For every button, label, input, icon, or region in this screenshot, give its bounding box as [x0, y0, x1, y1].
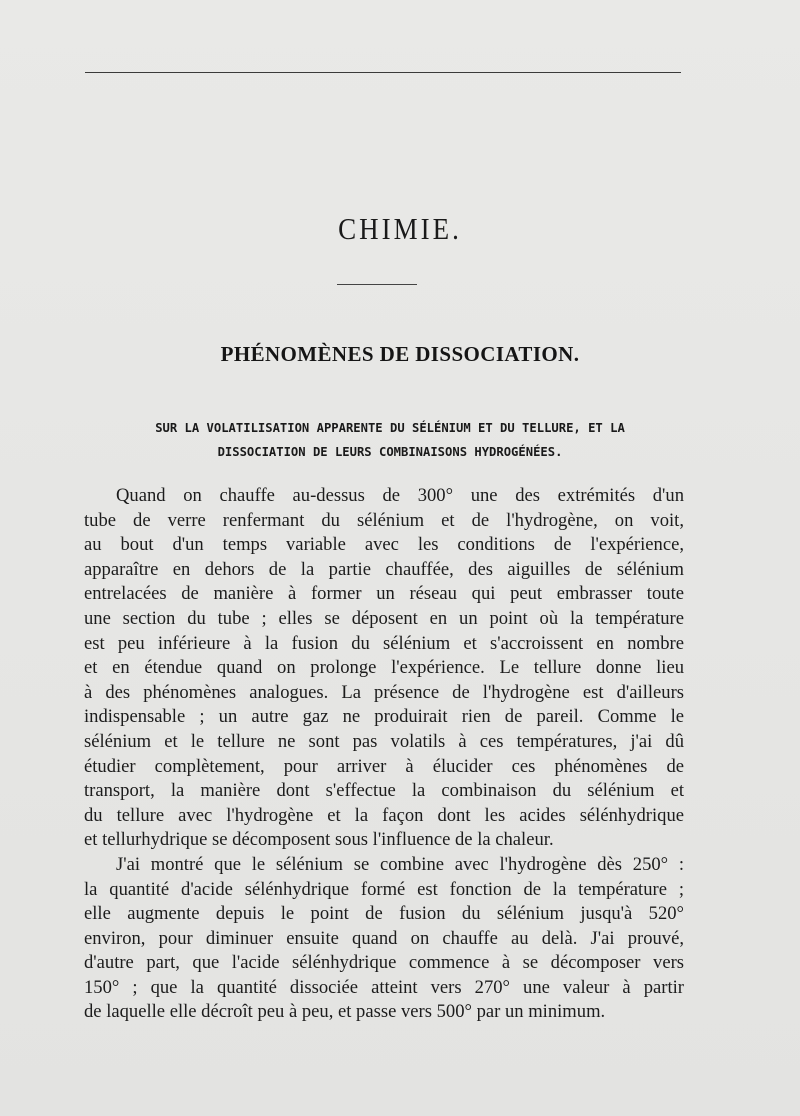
text-line: entrelacées de manière à former un réseau qui peut embrasser toute	[84, 583, 684, 605]
text-line: J'ai montré que le sélénium se combine avec l'hydrogène dès 250° :	[116, 853, 684, 875]
text-line: est peu inférieure à la fusion du sélénium et s'accroissent en nombre	[84, 632, 684, 654]
text-line: d'autre part, que l'acide sélénhydrique commence à se décomposer vers	[84, 952, 684, 974]
text-line: environ, pour diminuer ensuite quand on chauffe au delà. J'ai prouvé,	[84, 927, 684, 949]
text-line: indispensable ; un autre gaz ne produirait rien de pareil. Comme le	[84, 706, 684, 728]
article-subtitle	[100, 416, 680, 464]
text-line: apparaître en dehors de la partie chauffée, des aiguilles de sélénium	[84, 558, 684, 580]
article-title: PHÉNOMÈNES DE DISSOCIATION.	[220, 342, 580, 366]
text-line: une section du tube ; elles se déposent en un point où la température	[84, 607, 684, 629]
text-line: la quantité d'acide sélénhydrique formé est fonction de la température ;	[84, 878, 684, 900]
text-line: transport, la manière dont s'effectue la combinaison du sélénium et	[84, 780, 684, 802]
text-line: Quand on chauffe au-dessus de 300° une des extrémités d'un	[116, 485, 684, 506]
body-text	[84, 484, 684, 1025]
text-line: sélénium et le tellure ne sont pas volatils à ces températures, j'ai dû	[84, 730, 684, 752]
paragraph-1	[84, 484, 684, 853]
text-line: 150° ; que la quantité dissociée atteint vers 270° une valeur à partir	[84, 976, 684, 998]
text-line: tube de verre renfermant du sélénium et de l'hydrogène, on voit,	[84, 509, 684, 531]
text-line: à des phénomènes analogues. La présence de l'hydrogène est d'ailleurs	[84, 681, 684, 703]
text-line: étudier complètement, pour arriver à élucider ces phénomènes de	[84, 755, 684, 777]
section-title: CHIMIE.	[338, 212, 462, 246]
subtitle-line: SUR LA VOLATILISATION APPARENTE DU SÉLÉNIUM ET DU TELLURE, ET LA	[155, 421, 625, 435]
subtitle-line: DISSOCIATION DE LEURS COMBINAISONS HYDROGÉNÉES.	[217, 445, 563, 459]
top-rule	[85, 72, 681, 73]
text-line: au bout d'un temps variable avec les conditions de l'expérience,	[84, 534, 684, 556]
text-line: du tellure avec l'hydrogène et la façon dont les acides sélénhydrique	[84, 804, 684, 826]
text-line: et tellurhydrique se décomposent sous l'influence de la chaleur.	[84, 829, 554, 851]
text-line: et en étendue quand on prolonge l'expérience. Le tellure donne lieu	[84, 657, 684, 679]
text-line: elle augmente depuis le point de fusion du sélénium jusqu'à 520°	[84, 903, 684, 925]
text-line: de laquelle elle décroît peu à peu, et passe vers 500° par un minimum.	[84, 1001, 606, 1023]
title-divider	[337, 284, 417, 285]
paragraph-2	[84, 853, 684, 1025]
